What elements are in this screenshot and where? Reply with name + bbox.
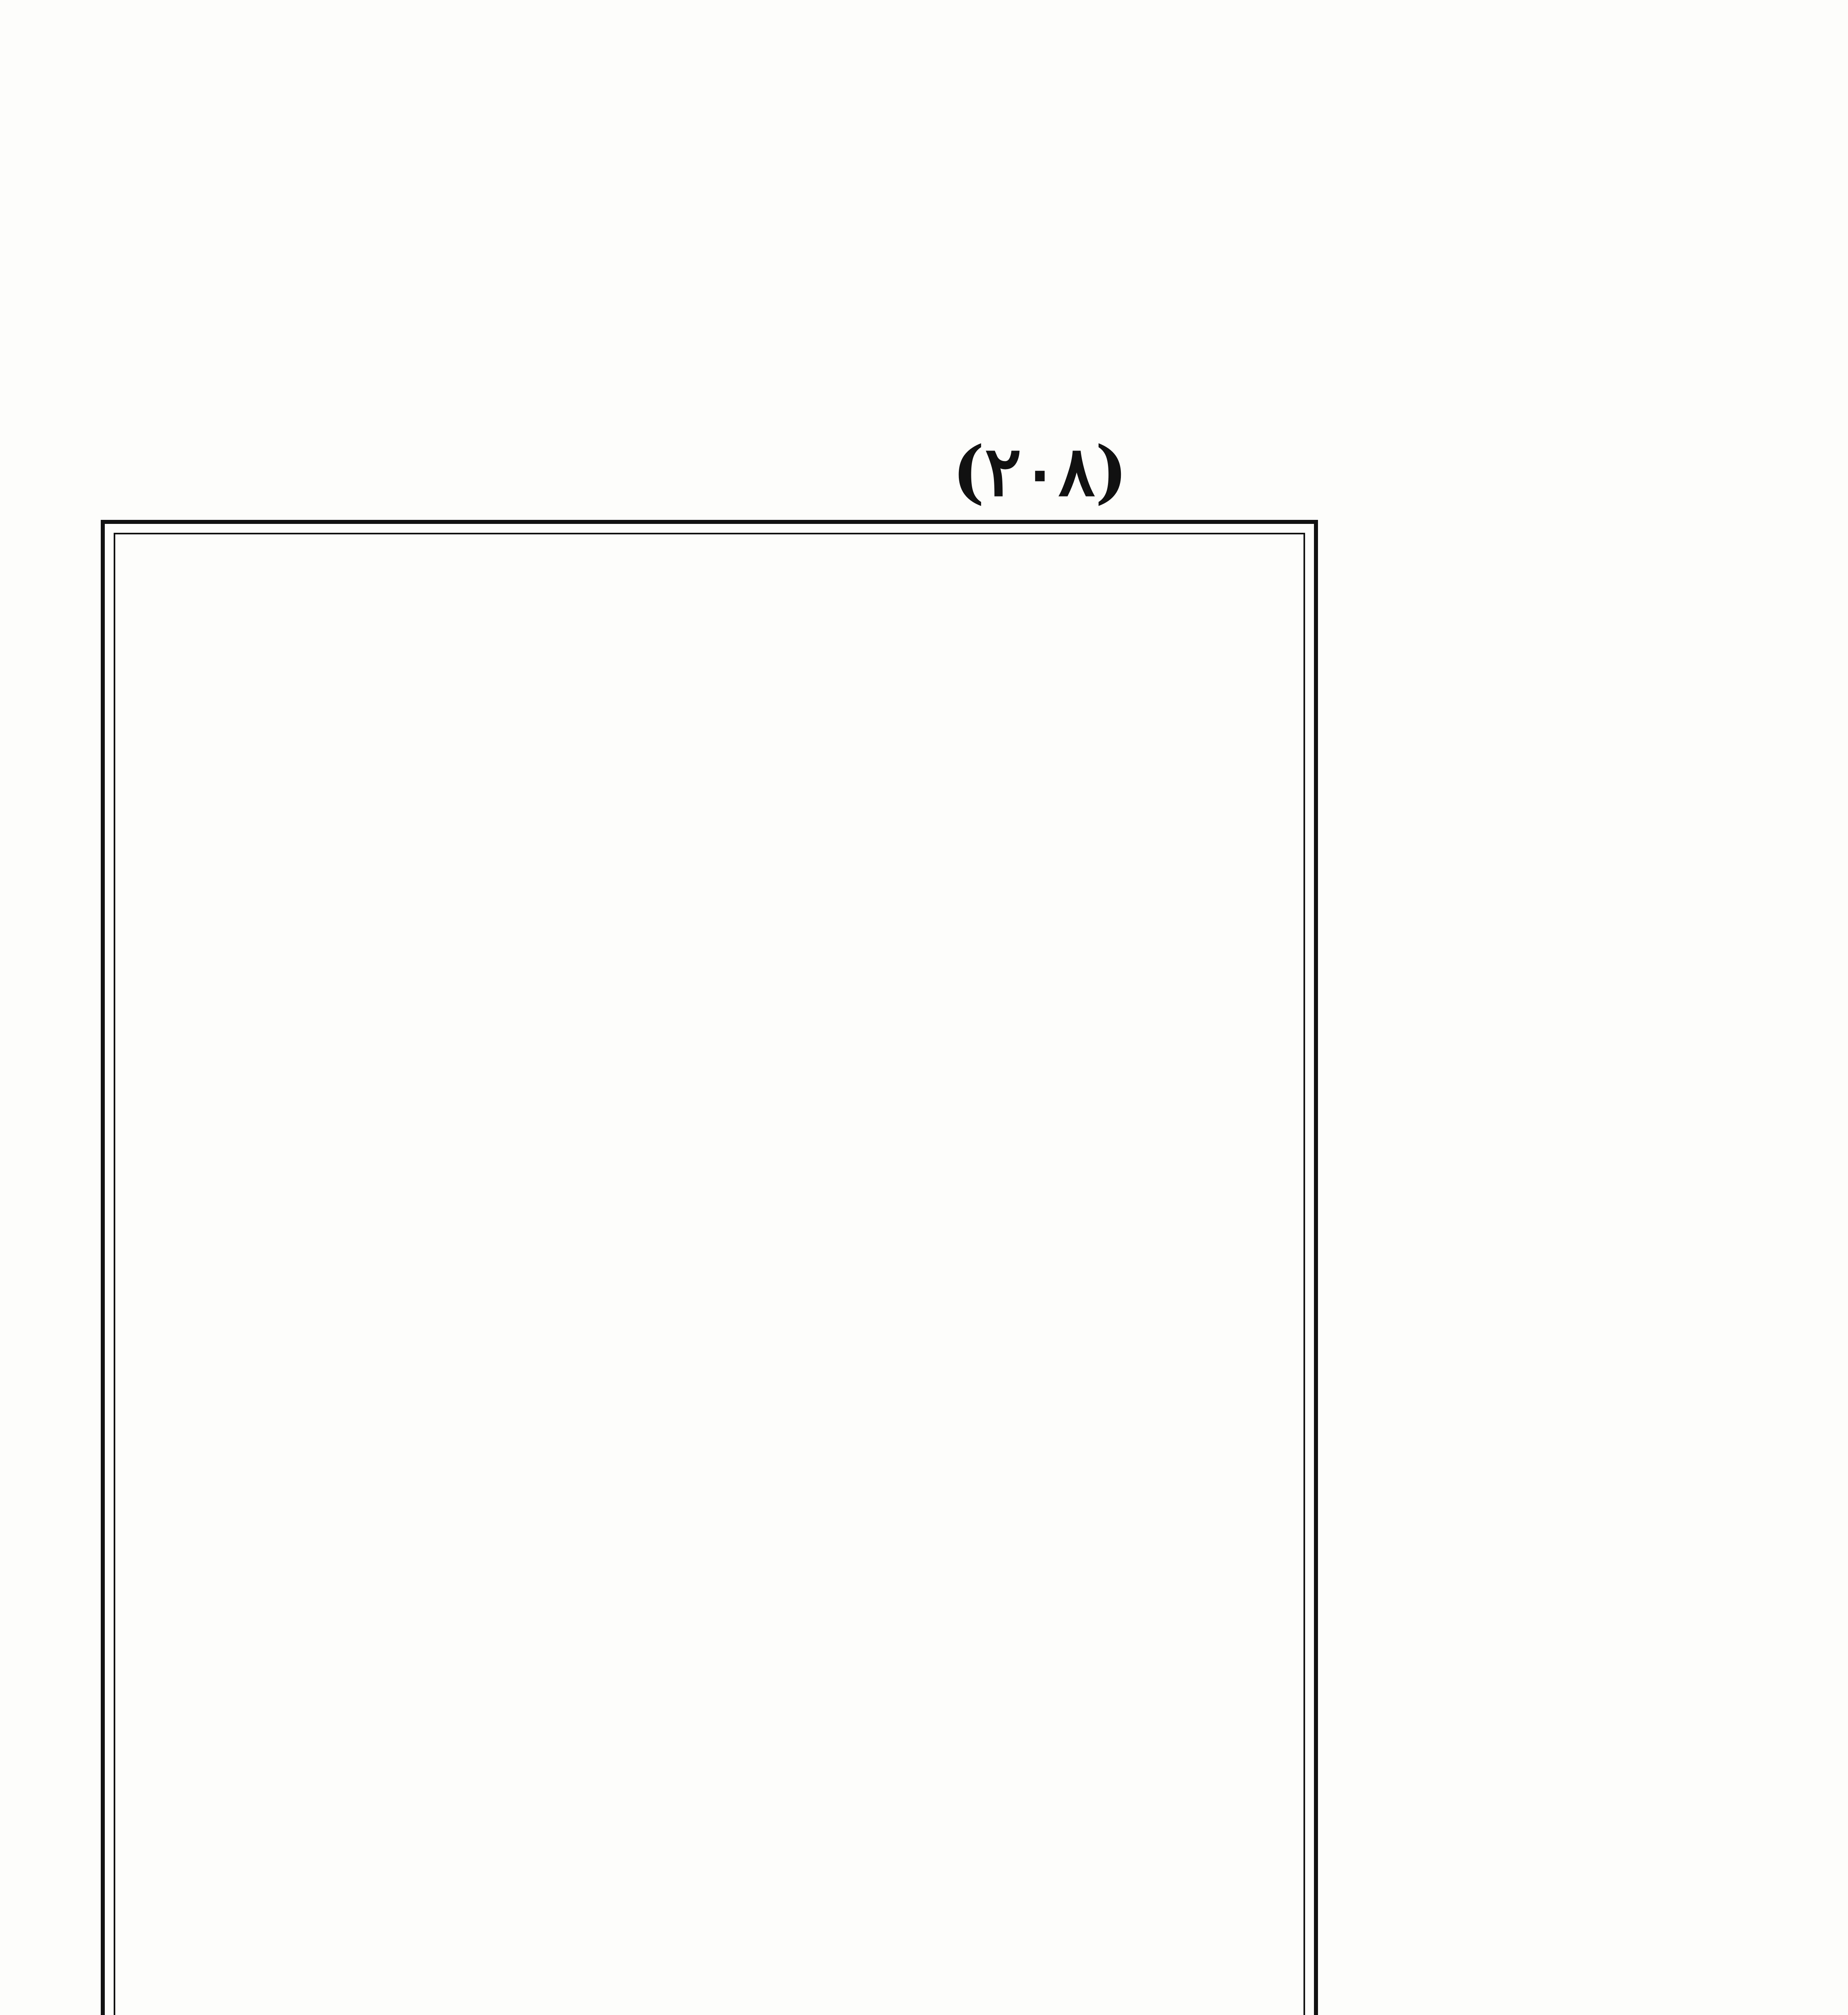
page-number: (٢٠٨) [952, 431, 1128, 512]
top-commentary-text [105, 101, 1757, 463]
side-gloss-column [1334, 520, 1761, 2015]
top-commentary-tail [105, 433, 911, 512]
main-text [133, 552, 1286, 2015]
